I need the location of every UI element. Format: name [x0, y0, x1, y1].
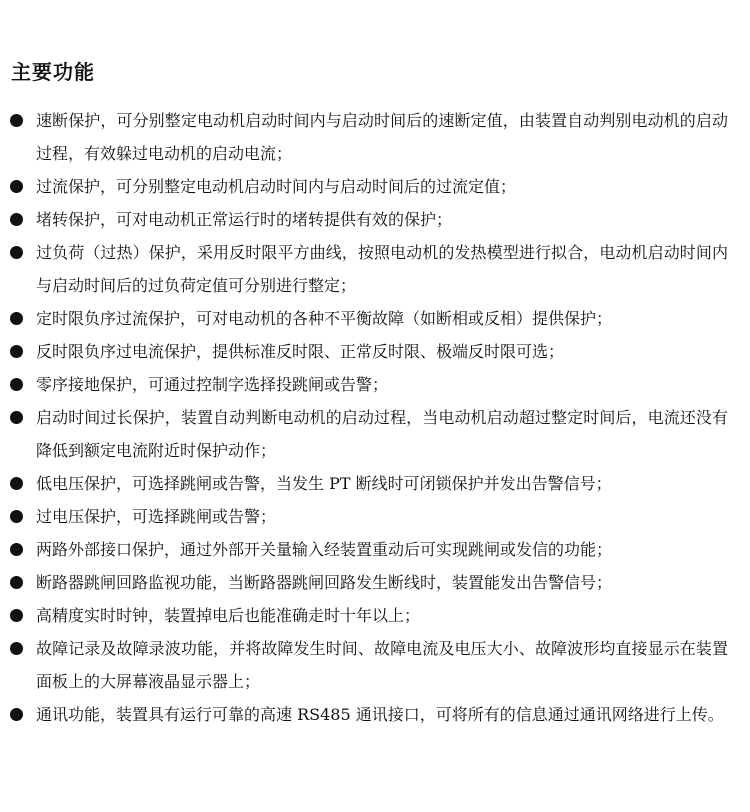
- list-item: [0, 533, 750, 566]
- bullet-icon: [10, 477, 23, 490]
- list-item: [0, 566, 750, 599]
- bullet-icon: [10, 180, 23, 193]
- bullet-icon: [10, 543, 23, 556]
- bullet-icon: [10, 246, 23, 259]
- list-item-text: 速断保护，可分别整定电动机启动时间内与启动时间后的速断定值，由装置自动判别电动机的启动过程，有效躲过电动机的启动电流；: [36, 111, 728, 163]
- list-item-text: 故障记录及故障录波功能，并将故障发生时间、故障电流及电压大小、故障波形均直接显示在装置面板上的大屏幕液晶显示器上；: [36, 639, 728, 691]
- list-item-text: 两路外部接口保护，通过外部开关量输入经装置重动后可实现跳闸或发信的功能；: [36, 540, 613, 559]
- bullet-icon: [10, 609, 23, 622]
- bullet-icon: [10, 510, 23, 523]
- list-item-text: 过电压保护，可选择跳闸或告警；: [36, 507, 277, 526]
- list-item-text: 零序接地保护，可通过控制字选择投跳闸或告警；: [36, 375, 389, 394]
- list-item: [0, 368, 750, 401]
- list-item: [0, 632, 750, 698]
- list-item: [0, 302, 750, 335]
- bullet-icon: [10, 213, 23, 226]
- bullet-icon: [10, 114, 23, 127]
- list-item: [0, 500, 750, 533]
- bullet-icon: [10, 642, 23, 655]
- list-item-text: 启动时间过长保护，装置自动判断电动机的启动过程，当电动机启动超过整定时间后，电流还没有降低到额定电流附近时保护动作；: [36, 408, 728, 460]
- list-item-text: 低电压保护，可选择跳闸或告警，当发生 PT 断线时可闭锁保护并发出告警信号；: [36, 474, 612, 493]
- list-item: [0, 467, 750, 500]
- list-item: [0, 698, 750, 731]
- bullet-icon: [10, 345, 23, 358]
- feature-list: [0, 104, 750, 731]
- list-item: [0, 599, 750, 632]
- list-item-text: 过负荷（过热）保护，采用反时限平方曲线，按照电动机的发热模型进行拟合，电动机启动时间内与启动时间后的过负荷定值可分别进行整定；: [36, 243, 728, 295]
- list-item-text: 堵转保护，可对电动机正常运行时的堵转提供有效的保护；: [36, 210, 453, 229]
- list-item: [0, 203, 750, 236]
- bullet-icon: [10, 411, 23, 424]
- bullet-icon: [10, 378, 23, 391]
- bullet-icon: [10, 708, 23, 721]
- list-item-text: 定时限负序过流保护，可对电动机的各种不平衡故障（如断相或反相）提供保护；: [36, 309, 613, 328]
- page-title: 主要功能: [11, 60, 95, 84]
- list-item-text: 过流保护，可分别整定电动机启动时间内与启动时间后的过流定值；: [36, 177, 517, 196]
- bullet-icon: [10, 312, 23, 325]
- list-item: [0, 104, 750, 170]
- list-item-text: 通讯功能，装置具有运行可靠的高速 RS485 通讯接口，可将所有的信息通过通讯网络进行上传。: [36, 705, 724, 724]
- list-item: [0, 236, 750, 302]
- list-item: [0, 401, 750, 467]
- list-item: [0, 170, 750, 203]
- list-item-text: 反时限负序过电流保护，提供标准反时限、正常反时限、极端反时限可选；: [36, 342, 565, 361]
- list-item-text: 断路器跳闸回路监视功能，当断路器跳闸回路发生断线时，装置能发出告警信号；: [36, 573, 613, 592]
- list-item-text: 高精度实时时钟，装置掉电后也能准确走时十年以上；: [36, 606, 421, 625]
- bullet-icon: [10, 576, 23, 589]
- list-item: [0, 335, 750, 368]
